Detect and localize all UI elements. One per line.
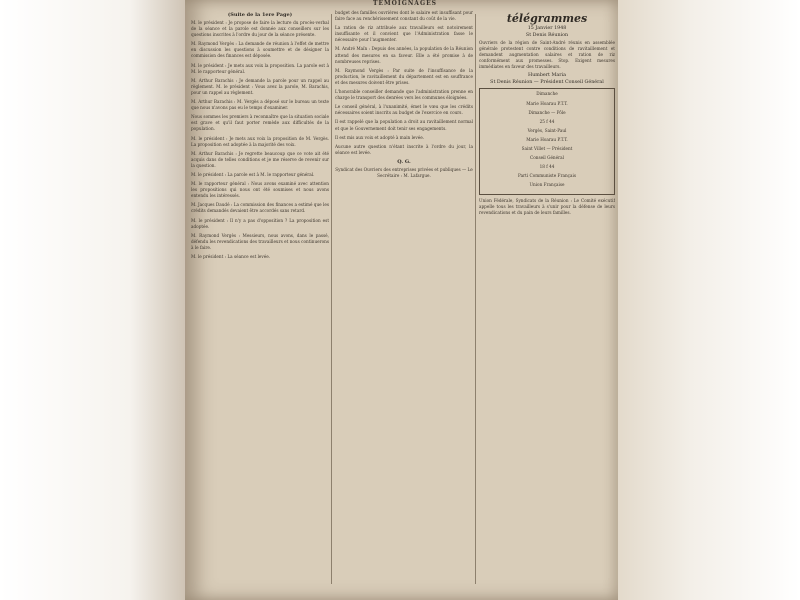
paragraph: M. Raymond Vergès : Par suite de l'insuffisance de la production, le ravitaillement du département est en souffrance et des mesures doivent être prises. xyxy=(335,67,473,85)
paragraph: M. le président : Il n'y a pas d'opposition ? La proposition est adoptée. xyxy=(191,217,329,229)
telegrams-heading: télégrammes xyxy=(506,12,588,25)
page-masthead: TÉMOIGNAGES xyxy=(372,0,437,7)
column-2-footer-heading: Q. G. xyxy=(397,158,411,165)
notice-line: Dimanche — Pôle xyxy=(528,109,566,115)
telegram-signature: St Denis Réunion — Président Conseil Général xyxy=(490,80,604,86)
column-divider xyxy=(331,14,332,584)
telegram-signature: Humbert Maria xyxy=(528,73,566,79)
paragraph: Nous sommes les premiers à reconnaître que la situation sociale est grave et qu'il faut porter remède aux difficultés de la population. xyxy=(191,114,329,132)
notice-line: Saint Villet — Président xyxy=(521,146,573,152)
notice-line: Conseil Général xyxy=(530,155,564,161)
paragraph: M. Raymond Vergès : La demande de réunion à l'effet de mettre en discussion les questions à soumettre et de désigner la commission des finances est déposée. xyxy=(191,41,329,59)
paragraph: L'honorable conseiller demande que l'administration prenne en charge le transport des denrées vers les communes éloignées. xyxy=(335,89,473,101)
paragraph: M. le président : La séance est levée. xyxy=(191,254,271,259)
paragraph: M. le rapporteur général : Nous avons examiné avec attention les propositions qui nous ont été soumises et nous avons entendu les intéressés. xyxy=(191,181,329,199)
notice-line: 25 f 44 xyxy=(539,118,555,124)
paragraph: M. le président : Je mets aux voix la proposition de M. Vergès. La proposition est adoptée à la majorité des voix. xyxy=(191,135,329,147)
paragraph: M. le président : Je mets aux voix la proposition. La parole est à M. le rapporteur général. xyxy=(191,62,329,74)
telegram-text: Ouvriers de la région de Saint-André réunis en assemblée générale protestent contre conditions de ravitaillement et demandent augmentation salaires et ration de riz conformément aux promesses. Stop. Exigent mesures immédiates en faveur des travailleurs. xyxy=(479,40,615,70)
paragraph: M. le président : Je propose de faire la lecture du procès-verbal de la séance et la parole est donnée aux conseillers sur les questions inscrites à l'ordre du jour de la séance présente. xyxy=(191,20,329,38)
newspaper-page xyxy=(185,0,618,600)
scan-background-right xyxy=(618,0,800,600)
paragraph: M. Jacques Daudé : La commission des finances a estimé que les crédits demandés devaient être accordés sans retard. xyxy=(191,202,329,214)
column-divider xyxy=(475,14,476,584)
column-3 xyxy=(479,10,615,595)
paragraph: Il est mis aux voix et adopté à main levée. xyxy=(335,134,425,140)
paragraph: M. le président : La parole est à M. le rapporteur général. xyxy=(191,171,315,177)
column-2 xyxy=(335,10,473,595)
notice-line: Dimanche xyxy=(536,91,558,97)
paragraph: M. André Maïn : Depuis des années, la population de la Réunion attend des mesures en sa faveur. Elle a été promise à de nombreuses reprises. xyxy=(335,46,473,64)
column-1-heading: (Suite de la 1ere Page) xyxy=(227,12,293,18)
notice-line: Union Française xyxy=(529,182,565,188)
paragraph: M. Raymond Vergès : Messieurs, nous avons, dans le passé, défendu les revendications des travailleurs et nous continuerons à le faire. xyxy=(191,232,329,250)
notice-line: Marie Hoarau P.T.T. xyxy=(526,100,568,106)
paragraph: M. Arthur Barachis : Je demande la parole pour un rappel au règlement. M. le président : Vous avez la parole, M. Barachis, pour un rappel au règlement. xyxy=(191,77,329,95)
telegram-date: 15 Janvier 1948 xyxy=(527,26,567,31)
paragraph: Il est rappelé que la population a droit au ravitaillement normal et que le Gouvernement doit tenir ses engagements. xyxy=(335,119,473,131)
closing-text: Union Fédérale, Syndicats de la Réunion : Le Comité exécutif appelle tous les travailleurs à s'unir pour la défense de leurs revendications et du pain de leurs familles. xyxy=(479,197,615,215)
notice-line: 18 f 44 xyxy=(539,164,555,170)
notice-line: Vergès, Saint-Paul xyxy=(527,127,567,133)
column-2-footer: Syndicat des Ouvriers des entreprises privées et publiques — Le Secrétaire : M. Lafargue. xyxy=(335,166,473,178)
notice-box xyxy=(479,88,615,194)
paragraph: Aucune autre question n'étant inscrite à l'ordre du jour, la séance est levée. xyxy=(335,143,473,155)
paragraph: budget des familles ouvrières dont le salaire est insuffisant pour faire face au renchérissement constant du coût de la vie. xyxy=(335,10,473,22)
notice-line: Parti Communiste Français xyxy=(518,173,576,179)
paragraph: M. Arthur Barachis : Je regrette beaucoup que ce vote ait été acquis dans de telles conditions et je me réserve de revenir sur la question. xyxy=(191,150,329,168)
notice-line: Marie Hoarau P.T.T. xyxy=(526,136,568,142)
column-1 xyxy=(191,10,329,595)
paragraph: M. Arthur Barachis : M. Vergès a déposé sur le bureau un texte que nous n'avons pas eu le temps d'examiner. xyxy=(191,99,329,111)
paragraph: Le conseil général, à l'unanimité, émet le vœu que les crédits nécessaires soient inscrits au budget de l'exercice en cours. xyxy=(335,104,473,116)
paragraph: La ration de riz attribuée aux travailleurs est notoirement insuffisante et il convient que l'Administration fasse le nécessaire pour l'augmenter. xyxy=(335,25,473,43)
telegram-origin: St Denis Réunion xyxy=(525,33,569,38)
scan-background-left xyxy=(0,0,185,600)
